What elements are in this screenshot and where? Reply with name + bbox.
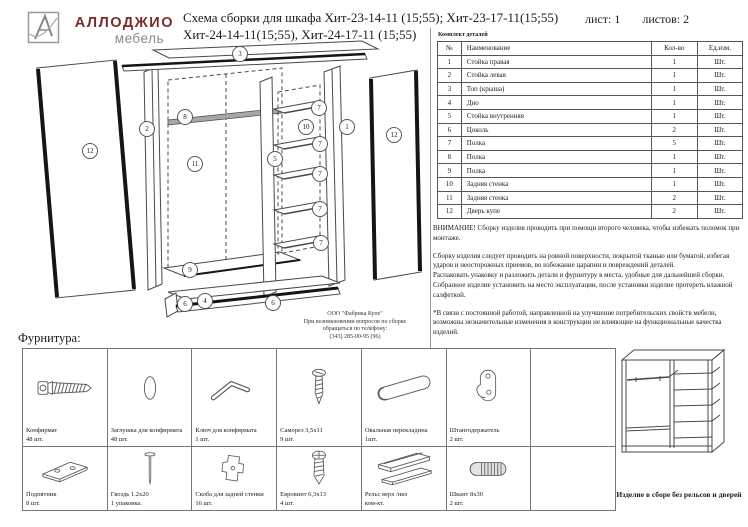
hardware-qty: 2 шт. [449, 435, 464, 443]
hardware-name: Рельс верх /низ [364, 491, 408, 499]
hardware-name: Гвоздь 1.2х20 [110, 491, 149, 499]
part-callout: 5 [267, 151, 283, 167]
hardware-item-empty [531, 447, 616, 511]
factory-phone: (343) 285-00-95 (96) [329, 333, 381, 340]
hardware-qty: 9 шт. [280, 435, 294, 443]
parts-table-title: Комплект деталей [438, 32, 488, 38]
table-row: 11 Задняя стенка 2 Шт. [438, 191, 743, 205]
hardware-qty: 2 шт. [449, 499, 464, 507]
hardware-item-cap [108, 349, 193, 447]
hardware-qty: 1 упаковка. [110, 499, 142, 507]
hardware-item-screw [277, 349, 362, 447]
col-header-qty: Кол-во [651, 42, 697, 56]
note-paragraph: Распаковать упаковку и разложить детали и фурнитуру в места, удобные для дальнейшей сборки. [433, 271, 725, 280]
hardware-grid [22, 348, 616, 511]
parts-table [437, 41, 743, 219]
hardware-item-nail [108, 447, 193, 511]
title-line-1: Схема сборки для шкафа Хит-23-14-11 (15;55); Хит-23-17-11(15;55) [183, 10, 559, 25]
hardware-name: Ключ для конфирмата [195, 427, 257, 435]
table-row: 5 Стойка внутренняя 1 Шт. [438, 109, 743, 123]
page-title [183, 10, 563, 44]
factory-contact-note [280, 311, 430, 341]
warning-text: ВНИМАНИЕ! Сборку изделия проводить при помощи второго человека, чтобы избежать поломок при монтаже. [433, 224, 740, 242]
sheet-info [585, 12, 711, 27]
dowel-icon [447, 447, 531, 490]
hardware-item-dowel [447, 447, 532, 511]
foot-plate-icon [23, 447, 107, 490]
factory-note-line: обращаться по телефону: [322, 326, 388, 332]
hardware-qty: 8 шт. [26, 499, 40, 507]
assembled-product-drawing [612, 344, 746, 467]
hardware-title: Фурнитура: [18, 331, 81, 345]
hardware-item-rail [362, 447, 447, 511]
table-row: 6 Цоколь 2 Шт. [438, 123, 743, 137]
hardware-name: Евровинт 6,3х13 [280, 491, 327, 499]
footnote-text: *В связи с постоянной работой, направленной на улучшение потребительских свойств мебели, возможны незначительные изменения в конструкции не влияющие на функциональные качества изделий. [433, 308, 722, 337]
assembled-caption: Изделие в сборе без рельсов и дверей [616, 490, 742, 499]
assembly-notes [433, 224, 745, 346]
hardware-qty: 4 шт. [280, 499, 294, 507]
table-row: 7 Полка 5 Шт. [438, 137, 743, 151]
note-paragraph: Собранное изделие установить на место эксплуатации, после установки изделие протереть влажной салфеткой. [433, 280, 733, 299]
hardware-qty: 48 шт. [26, 435, 44, 443]
title-line-2: Хит-24-14-11(15;55), Хит-24-17-11 (15;55) [183, 26, 417, 42]
part-callout: 12 [82, 143, 98, 159]
confirmat-cap-icon [108, 349, 192, 426]
factory-name: ООО "Фабрика Купе" [327, 311, 383, 317]
table-row: 1 Стойка правая 1 Шт. [438, 55, 743, 69]
hardware-item-empty [531, 349, 616, 447]
hardware-qty: 16 шт. [195, 499, 213, 507]
col-header-name: Наименование [461, 42, 651, 56]
hardware-item-euro-screw [277, 447, 362, 511]
part-callout: 6 [265, 295, 281, 311]
rail-icon [362, 447, 446, 490]
part-callout: 1 [339, 119, 355, 135]
sheet-number: лист: 1 [585, 12, 621, 26]
rod-holder-icon [447, 349, 531, 426]
hardware-item-hex-key [192, 349, 277, 447]
hardware-item-rod-holder [447, 349, 532, 447]
brand-name: АЛЛОДЖИО [74, 15, 174, 31]
table-row: 9 Полка 1 Шт. [438, 164, 743, 178]
hardware-qty: 48 шт. [110, 435, 128, 443]
hardware-name: Саморез 3,5х11 [280, 427, 323, 435]
hardware-item-back-bracket [192, 447, 277, 511]
table-row: 10 Задняя стенка 1 Шт. [438, 177, 743, 191]
hardware-name: Скоба для задней стенки [195, 491, 264, 499]
part-callout: 4 [197, 293, 213, 309]
col-header-num: № [438, 42, 462, 56]
part-callout: 7 [312, 136, 328, 152]
table-row: 12 Дверь купе 2 Шт. [438, 205, 743, 219]
part-callout: 7 [312, 166, 328, 182]
hardware-item-confirmat [23, 349, 108, 447]
factory-note-line: При возникновении вопросов по сборке [303, 318, 407, 325]
nail-icon [108, 447, 192, 490]
hex-key-icon [192, 349, 276, 426]
euro-screw-icon [277, 447, 361, 490]
part-callout: 7 [311, 100, 327, 116]
hardware-name: Штангодержатель [449, 427, 500, 435]
screw-icon [277, 349, 361, 426]
table-row: 4 Дно 1 Шт. [438, 96, 743, 110]
hardware-qty: ком-кт. [364, 499, 385, 507]
hardware-name: Заглушка для конфирмата [110, 427, 183, 435]
table-row: 3 Топ (крыша) 1 Шт. [438, 82, 743, 96]
hardware-item-oval-rod [362, 349, 447, 447]
table-header-row [438, 42, 743, 56]
part-callout: 9 [182, 262, 198, 278]
back-bracket-icon [192, 447, 276, 490]
hardware-item-foot-plate [23, 447, 108, 511]
part-callout: 6 [177, 296, 193, 312]
confirmat-screw-icon [23, 349, 107, 426]
part-callout: 7 [312, 201, 328, 217]
note-paragraph: Сборку изделия следует проводить на ровной поверхности, покрытой тканью или бумагой, избегая ударов и неосторожных приемов, во избежание царапин и повреждений деталей. [433, 251, 730, 270]
part-callout: 12 [386, 127, 402, 143]
hardware-qty: 1 шт. [195, 435, 210, 443]
col-header-unit: Ед.изм. [697, 42, 742, 56]
hardware-name: Овальная перекладина [364, 427, 428, 435]
hardware-name: Конфирмат [26, 427, 58, 435]
part-callout: 3 [232, 46, 248, 62]
hardware-name: Подпятник [26, 491, 57, 499]
part-callout: 11 [187, 156, 203, 172]
part-callout: 8 [177, 109, 193, 125]
part-callout: 2 [139, 121, 155, 137]
oval-rod-icon [362, 349, 446, 426]
table-row: 2 Стойка левая 1 Шт. [438, 69, 743, 83]
sheet-count: листов: 2 [642, 12, 690, 26]
exploded-view-diagram [18, 40, 433, 350]
hardware-qty: 1шт. [364, 435, 378, 443]
part-callout: 10 [298, 119, 314, 135]
brand-subtitle: мебель [114, 31, 164, 46]
table-row: 8 Полка 1 Шт. [438, 150, 743, 164]
hardware-name: Шкант 8х30 [449, 491, 484, 499]
part-callout: 7 [313, 235, 329, 251]
